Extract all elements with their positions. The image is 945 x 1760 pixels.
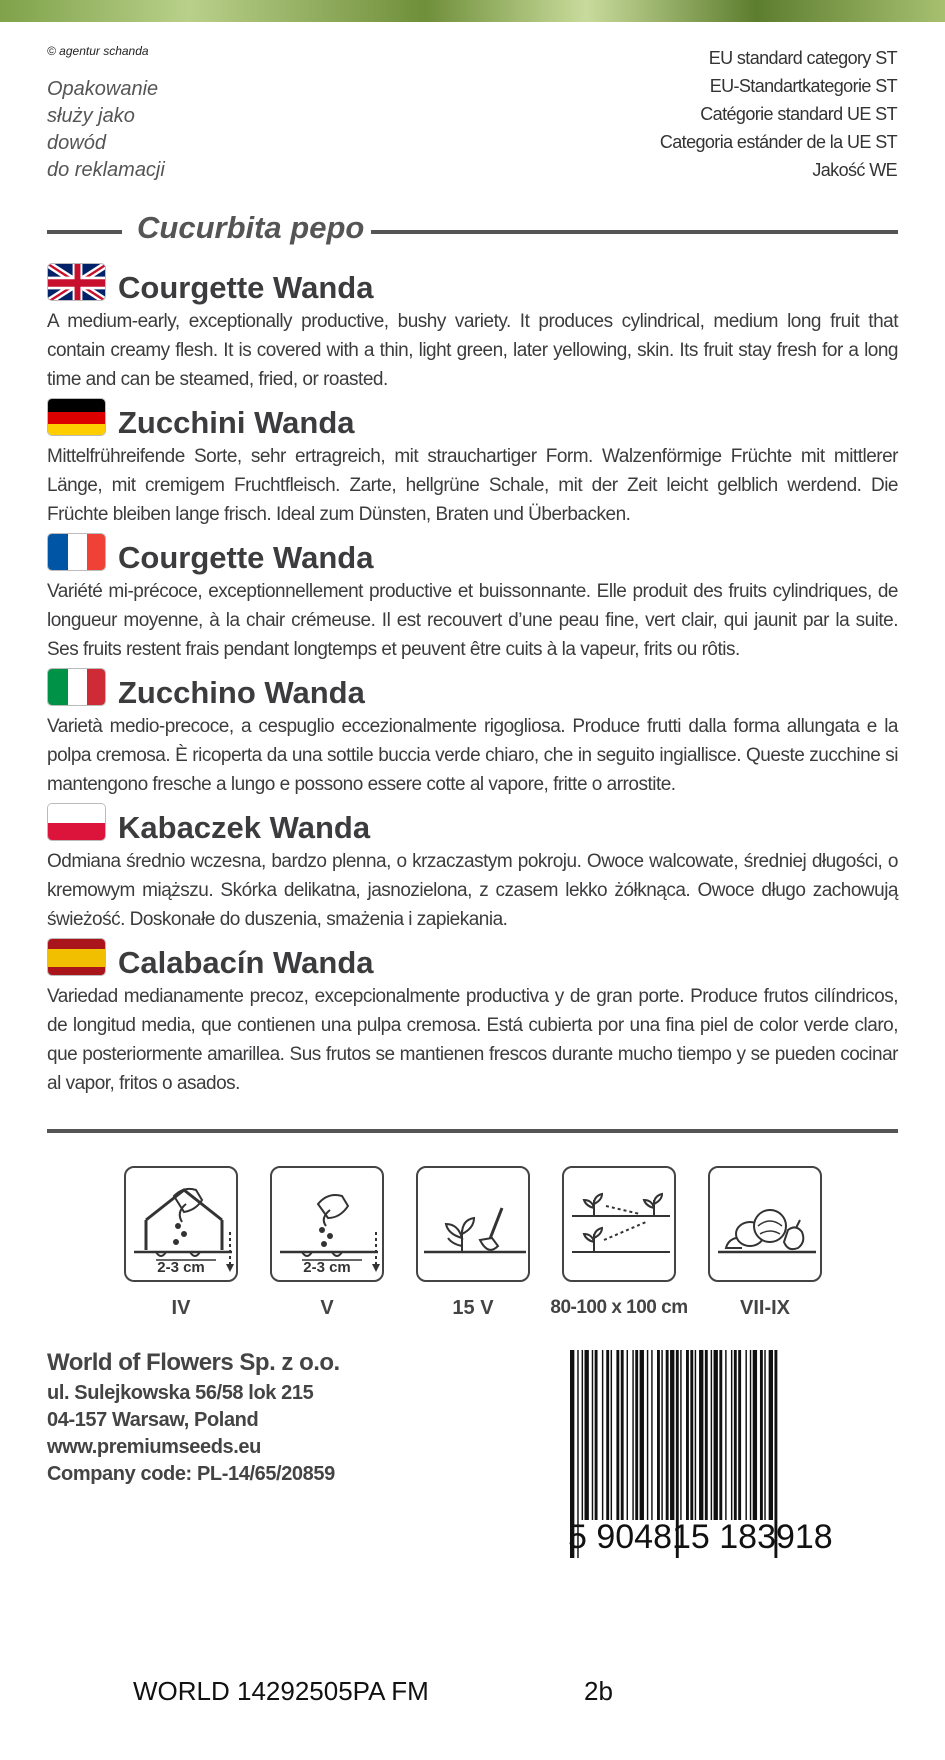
sowing-depth-label: 2-3 cm: [157, 1259, 205, 1276]
barcode-bar: [734, 1350, 737, 1520]
barcode-bar: [616, 1350, 619, 1520]
section-title: Zucchino Wanda: [118, 675, 365, 710]
eu-category-line: Jakość WE: [812, 160, 897, 180]
latin-name: Cucurbita pepo: [137, 210, 365, 245]
barcode-bar: [602, 1350, 603, 1520]
barcode-bar: [719, 1350, 722, 1520]
company-address: [47, 1346, 340, 1488]
barcode-bar: [661, 1350, 662, 1520]
eu-category-line: EU standard category ST: [708, 48, 897, 68]
eu-category-line: Categoria estánder de la UE ST: [659, 132, 897, 152]
rule-right: [371, 230, 898, 234]
barcode-bar: [582, 1350, 583, 1520]
barcode-bar: [699, 1350, 703, 1520]
barcode-bar: [647, 1350, 648, 1520]
section-english: [47, 263, 898, 394]
complaint-line: do reklamacji: [47, 159, 165, 181]
section-title: Calabacín Wanda: [118, 945, 374, 980]
complaint-line: dowód: [47, 132, 106, 154]
barcode-bar: [640, 1350, 644, 1520]
eu-category-line: EU-Standartkategorie ST: [709, 76, 897, 96]
latin-name-row: [47, 206, 898, 254]
barcode-bar: [714, 1350, 718, 1520]
section-title: Courgette Wanda: [118, 270, 374, 305]
barcode-bar: [666, 1350, 669, 1520]
page-code: 2b: [584, 1676, 613, 1706]
complaint-line: służy jako: [47, 105, 135, 127]
transplanting-icon: [416, 1166, 530, 1282]
company-website: www.premiumseeds.eu: [47, 1436, 261, 1458]
sowing-month-label: V: [320, 1297, 334, 1319]
barcode-bar: [651, 1350, 652, 1520]
barcode-bar: [670, 1350, 674, 1520]
indoor-sowing-icon: [124, 1166, 238, 1282]
section-description: Mittelfrühreifende Sorte, sehr ertragreich, mit strauchartiger Form. Walzenförmige Früchte mit mittlerer Länge, mit cremigem Fruchtfleisch. Zarte, hellgrüne Schale, mit der Zeit leicht gelblich werdend. Die Früchte bleiben lange frisch. Ideal zum Dünsten, Braten und Überbacken.: [47, 446, 898, 525]
barcode-bar: [750, 1350, 751, 1520]
outdoor-sowing-icon: [270, 1166, 384, 1282]
barcode-bar: [753, 1350, 757, 1520]
sowing-depth-label: 2-3 cm: [303, 1259, 351, 1276]
barcode-bar: [725, 1350, 726, 1520]
eu-category-block: [660, 44, 897, 184]
company-city: 04-157 Warsaw, Poland: [47, 1409, 259, 1431]
harvest-icon: [708, 1166, 822, 1282]
barcode-bar: [635, 1350, 638, 1520]
barcode-bar: [695, 1350, 696, 1520]
barcode-bar: [611, 1350, 612, 1520]
section-german: [47, 398, 898, 529]
italian-flag-icon: [47, 668, 106, 706]
copyright-note: © agentur schanda: [47, 44, 149, 58]
german-flag-icon: [47, 398, 106, 436]
barcode-bar: [690, 1350, 693, 1520]
transplant-date-label: 15 V: [452, 1297, 494, 1319]
top-photo-strip: [0, 0, 945, 22]
barcode-bar: [595, 1350, 598, 1520]
section-description: Variedad medianamente precoz, excepcionalmente productiva y de gran porte. Produce frutos cilíndricos, de longitud media, que contienen una pulpa cremosa. Está cubierta por una fina piel de color verde claro, que posteriormente amarillea. Sus frutos se mantienen frescos durante mucho tiempo y se pueden cocinar al vapor, fritos o asados.: [47, 986, 898, 1094]
barcode-bar: [657, 1350, 660, 1520]
barcode-bar: [705, 1350, 708, 1520]
barcode-bar: [738, 1350, 741, 1520]
company-name: World of Flowers Sp. z o.o.: [47, 1349, 340, 1376]
barcode-bar: [621, 1350, 624, 1520]
section-description: Varietà medio-precoce, a cespuglio eccezionalmente rigogliosa. Produce frutti dalla forma allungata e la polpa cremosa. È ricoperta da una sottile buccia verde chiaro, che in seguito ingiallisce. Queste zucchine si mantengono fresche a lungo e possono essere cotte al vapore, fritte o arrostite.: [47, 716, 898, 795]
barcode-bar: [760, 1350, 763, 1520]
harvest-month-label: VII-IX: [739, 1297, 790, 1319]
eu-category-line: Catégorie standard UE ST: [700, 104, 897, 124]
barcode-bar: [686, 1350, 689, 1520]
complaint-line: Opakowanie: [47, 78, 159, 100]
section-french: [47, 533, 898, 664]
spacing-label: 80-100 x 100 cm: [550, 1297, 688, 1318]
barcode-bar: [769, 1350, 773, 1520]
section-description: A medium-early, exceptionally productive, bushy variety. It produces cylindrical, medium long fruit that contain creamy flesh. It is covered with a thin, light green, later yellowing, skin. Its fruit stay fresh for a long time and can be steamed, fried, or roasted.: [47, 311, 898, 390]
complaint-note: [47, 76, 165, 184]
barcode-bar: [632, 1350, 633, 1520]
plant-spacing-icon: [562, 1166, 676, 1282]
company-street: ul. Sulejkowska 56/58 lok 215: [47, 1382, 314, 1404]
section-description: Odmiana średnio wczesna, bardzo plenna, o krzaczastym pokroju. Owoce walcowate, średniej długości, o kremowym miąższu. Skórka delikatna, jasnozielona, z czasem lekko żółknąca. Owoce długo zachowują świeżość. Doskonałe do duszenia, smażenia i zapiekania.: [47, 851, 898, 930]
section-description: Variété mi-précoce, exceptionnellement productive et buissonnante. Elle produit des fruits cylindriques, de longueur moyenne, à la chair crémeuse. Il est recouvert d’une peau fine, vert clair, qui jaunit par la suite. Ses fruits restent frais pendant longtemps et peuvent être cuits à la vapeur, frits ou rôtis.: [47, 581, 898, 660]
section-title: Courgette Wanda: [118, 540, 374, 575]
print-code: WORLD 14292505PA FM: [133, 1676, 429, 1706]
barcode-bar: [585, 1350, 589, 1520]
section-title: Kabaczek Wanda: [118, 810, 371, 845]
company-code: Company code: PL-14/65/20859: [47, 1463, 335, 1485]
polish-flag-icon: [47, 803, 106, 841]
rule-left: [47, 230, 122, 234]
spanish-flag-icon: [47, 938, 106, 976]
section-divider: [47, 1129, 898, 1133]
section-title: Zucchini Wanda: [118, 405, 355, 440]
barcode-bar: [731, 1350, 732, 1520]
barcode-digits: 5 904815 183918: [568, 1518, 833, 1556]
barcode-bar: [711, 1350, 712, 1520]
section-spanish: [47, 938, 898, 1098]
barcode-bar: [745, 1350, 746, 1520]
sowing-month-label: IV: [171, 1297, 191, 1319]
uk-flag-icon: [47, 263, 106, 301]
french-flag-icon: [47, 533, 106, 571]
barcode-bar: [627, 1350, 628, 1520]
barcode-bar: [592, 1350, 593, 1520]
section-polish: [47, 803, 898, 934]
barcode-bar: [680, 1350, 681, 1520]
barcode-bar: [606, 1350, 609, 1520]
barcode-bar: [764, 1350, 765, 1520]
section-italian: [47, 668, 898, 799]
